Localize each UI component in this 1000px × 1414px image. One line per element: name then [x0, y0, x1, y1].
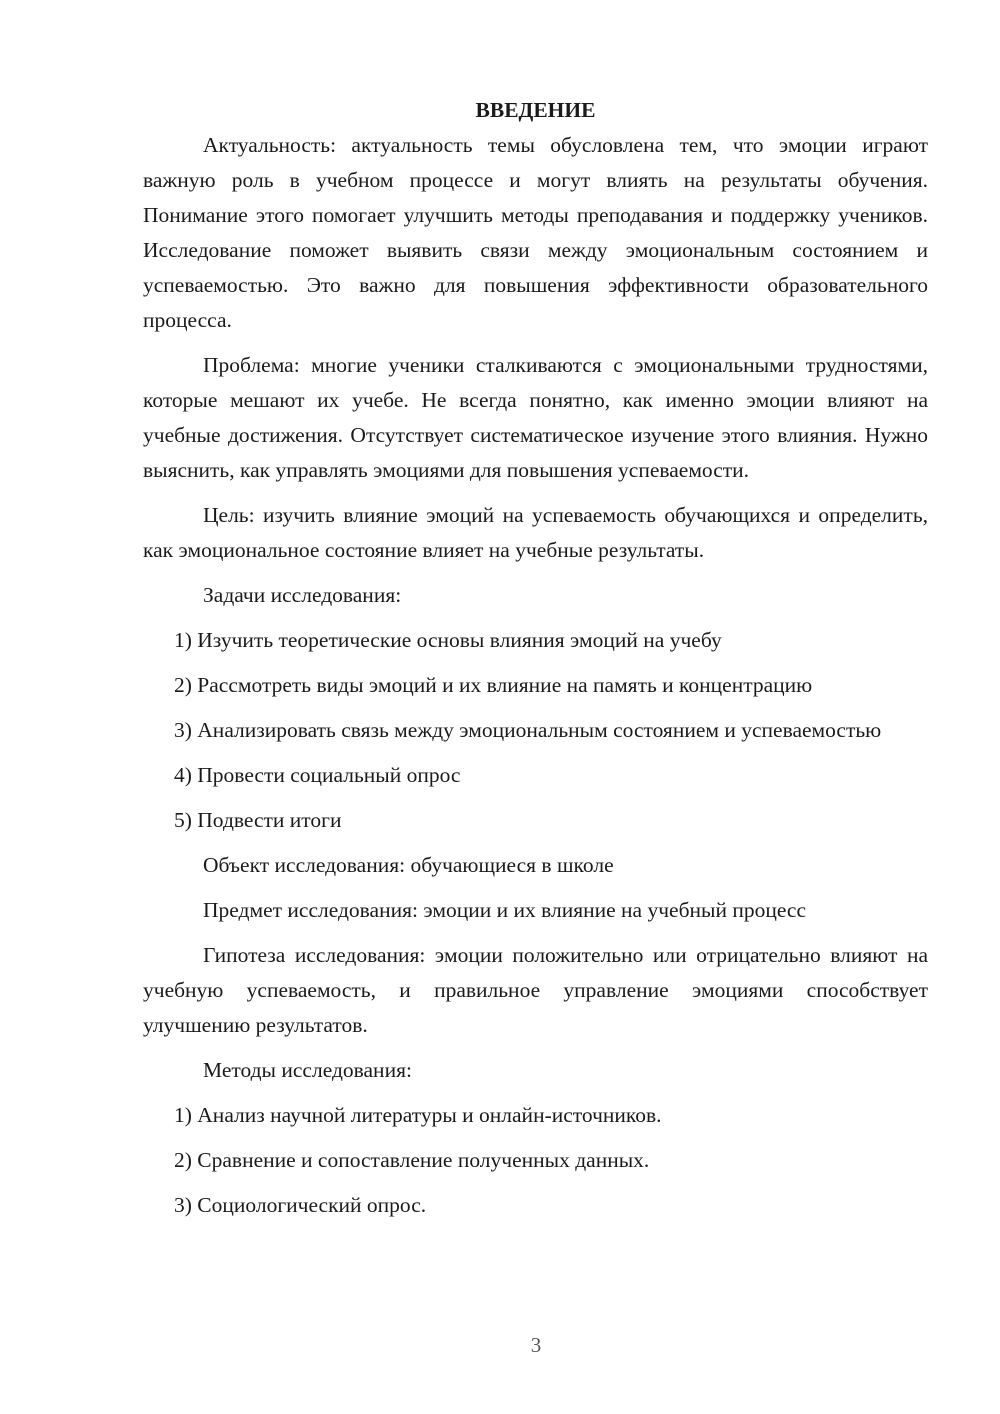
task-item-2: 2) Рассмотреть виды эмоций и их влияние на память и концентрацию	[174, 673, 813, 697]
task-item-5: 5) Подвести итоги	[174, 808, 342, 832]
goal-paragraph: Цель: изучить влияние эмоций на успеваемость обучающихся и определить, как эмоциональное состояние влияет на учебные результаты.	[143, 503, 928, 562]
relevance-paragraph: Актуальность: актуальность темы обусловлена тем, что эмоции играют важную роль в учебном процессе и могут влиять на результаты обучения. Понимание этого помогает улучшить методы преподавания и поддержку учеников. Исследование поможет выявить связи между эмоциональным состоянием и успеваемостью. Это важно для повышения эффективности образовательного процесса.	[143, 133, 928, 332]
page-content	[143, 93, 928, 1233]
task-item-3: 3) Анализировать связь между эмоциональным состоянием и успеваемостью	[174, 718, 882, 742]
task-item-4: 4) Провести социальный опрос	[174, 763, 461, 787]
task-item-1: 1) Изучить теоретические основы влияния эмоций на учебу	[174, 628, 722, 652]
method-item-2: 2) Сравнение и сопоставление полученных данных.	[174, 1148, 650, 1172]
method-item-3: 3) Социологический опрос.	[174, 1193, 427, 1217]
methods-title: Методы исследования:	[203, 1058, 412, 1082]
object-line: Объект исследования: обучающиеся в школе	[203, 853, 614, 877]
section-heading: ВВЕДЕНИЕ	[475, 98, 596, 122]
tasks-title: Задачи исследования:	[203, 583, 402, 607]
problem-paragraph: Проблема: многие ученики сталкиваются с эмоциональными трудностями, которые мешают их учебе. Не всегда понятно, как именно эмоции влияют на учебные достижения. Отсутствует систематическое изучение этого влияния. Нужно выяснить, как управлять эмоциями для повышения успеваемости.	[143, 353, 928, 482]
hypothesis-paragraph: Гипотеза исследования: эмоции положительно или отрицательно влияют на учебную успеваемость, и правильное управление эмоциями способствует улучшению результатов.	[143, 943, 928, 1037]
method-item-1: 1) Анализ научной литературы и онлайн-источников.	[174, 1103, 662, 1127]
subject-line: Предмет исследования: эмоции и их влияние на учебный процесс	[203, 898, 807, 922]
page-number: 3	[530, 1333, 542, 1357]
